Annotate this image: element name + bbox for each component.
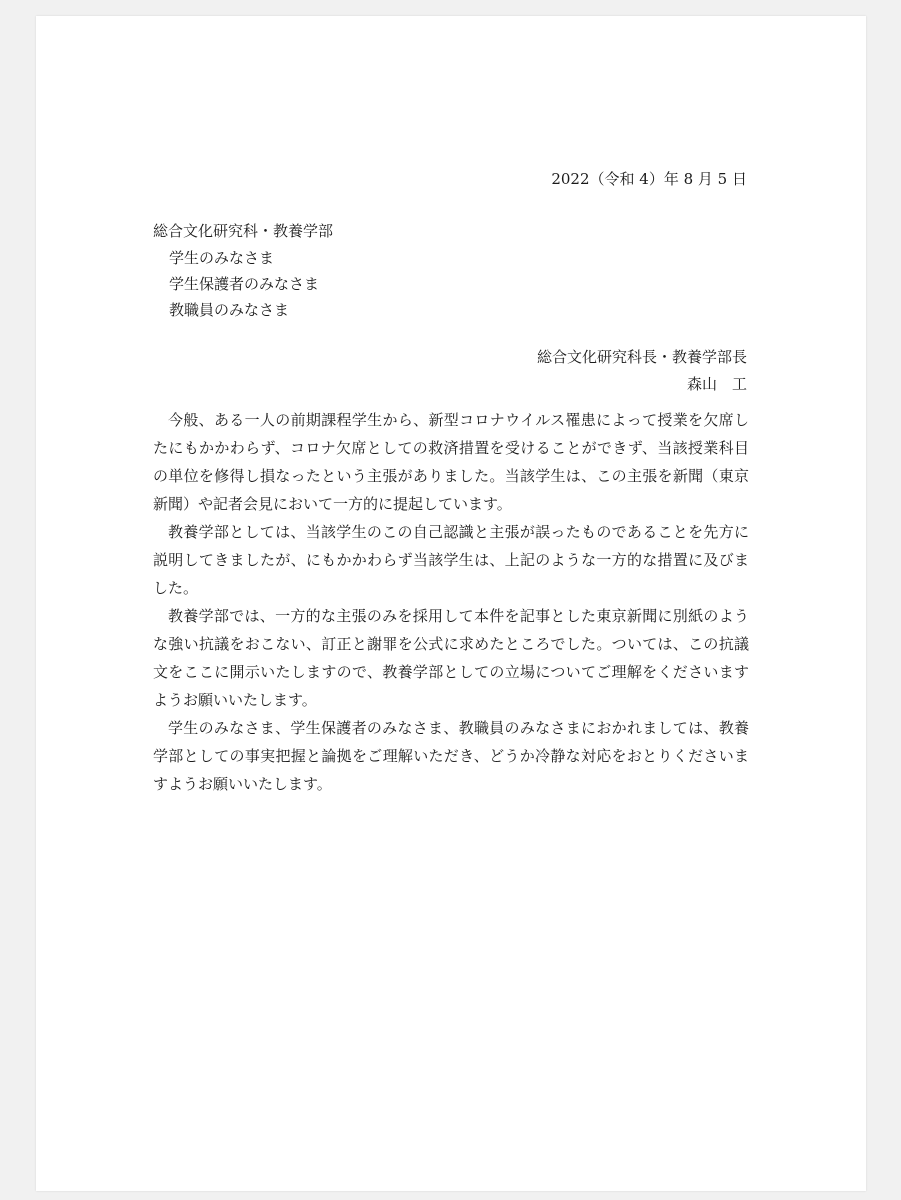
body-paragraph: 学生のみなさま、学生保護者のみなさま、教職員のみなさまにおかれましては、教養学部としての事実把握と論拠をご理解いただき、どうか冷静な対応をおとりくださいますようお願いいたします。 (153, 719, 749, 793)
recipient-organization: 総合文化研究科・教養学部 (153, 222, 334, 240)
document-page (36, 16, 866, 1191)
body-paragraph: 今般、ある一人の前期課程学生から、新型コロナウイルス罹患によって授業を欠席したにもかかわらず、コロナ欠席としての救済措置を受けることができず、当該授業科目の単位を修得し損なったという主張がありました。当該学生は、この主張を新聞（東京新聞）や記者会見において一方的に提起しています。 (153, 411, 749, 513)
letter-body (153, 406, 749, 798)
document-date: 2022（令和 4）年 8 月 5 日 (551, 170, 747, 188)
recipient-students: 学生のみなさま (169, 249, 275, 267)
recipient-staff: 教職員のみなさま (169, 301, 290, 319)
sender-name: 森山 工 (686, 375, 747, 393)
body-paragraph: 教養学部では、一方的な主張のみを採用して本件を記事とした東京新聞に別紙のような強い抗議をおこない、訂正と謝罪を公式に求めたところでした。ついては、この抗議文をここに開示いたしますので、教養学部としての立場についてご理解をくださいますようお願いいたします。 (153, 607, 749, 709)
sender-title: 総合文化研究科長・教養学部長 (536, 348, 747, 366)
recipient-guardians: 学生保護者のみなさま (169, 275, 320, 293)
body-paragraph: 教養学部としては、当該学生のこの自己認識と主張が誤ったものであることを先方に説明してきましたが、にもかかわらず当該学生は、上記のような一方的な措置に及びました。 (153, 523, 749, 597)
